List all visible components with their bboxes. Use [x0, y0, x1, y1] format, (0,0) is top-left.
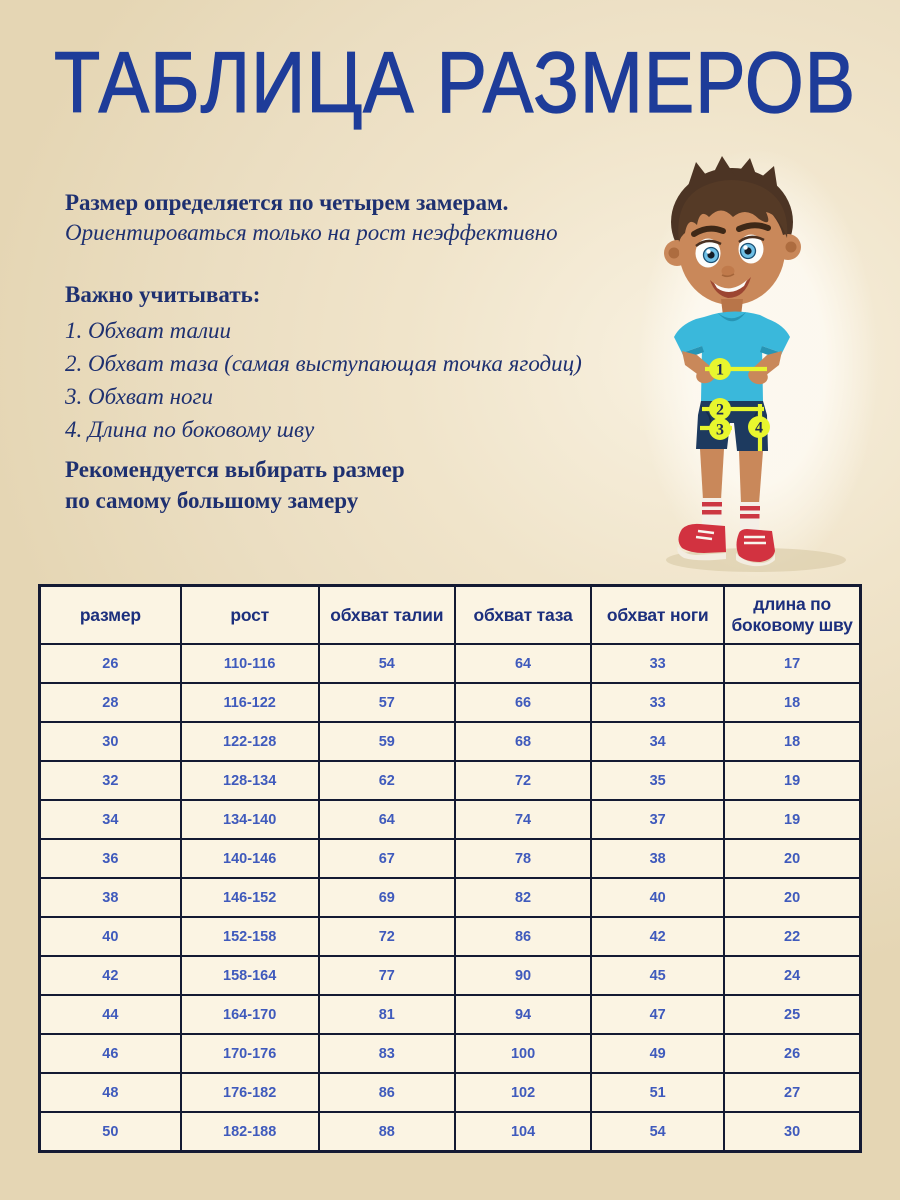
table-cell: 40 — [591, 878, 724, 917]
header-row — [40, 586, 861, 645]
table-cell: 18 — [724, 683, 860, 722]
table-row — [40, 839, 861, 878]
table-row — [40, 722, 861, 761]
list-item: 4. Длина по боковому шву — [65, 417, 315, 442]
table-cell: 20 — [724, 878, 860, 917]
table-cell: 48 — [40, 1073, 181, 1112]
table-cell: 19 — [724, 800, 860, 839]
size-table-body — [40, 644, 861, 1152]
table-cell: 82 — [455, 878, 591, 917]
table-cell: 152-158 — [181, 917, 319, 956]
table-cell: 26 — [724, 1034, 860, 1073]
table-cell: 86 — [455, 917, 591, 956]
table-cell: 110-116 — [181, 644, 319, 683]
column-header-hip: обхват таза — [455, 586, 591, 645]
table-cell: 46 — [40, 1034, 181, 1073]
table-cell: 19 — [724, 761, 860, 800]
table-cell: 182-188 — [181, 1112, 319, 1152]
table-cell: 170-176 — [181, 1034, 319, 1073]
table-cell: 78 — [455, 839, 591, 878]
table-row — [40, 761, 861, 800]
column-header-waist: обхват талии — [319, 586, 455, 645]
table-cell: 45 — [591, 956, 724, 995]
table-cell: 51 — [591, 1073, 724, 1112]
table-cell: 74 — [455, 800, 591, 839]
table-row — [40, 917, 861, 956]
boy-legs — [700, 449, 763, 504]
table-cell: 66 — [455, 683, 591, 722]
table-cell: 158-164 — [181, 956, 319, 995]
table-cell: 38 — [591, 839, 724, 878]
measurement-marker-2 — [709, 398, 731, 420]
table-cell: 64 — [455, 644, 591, 683]
table-cell: 17 — [724, 644, 860, 683]
measure-note: Размер определяется по четырем замерам. — [65, 190, 509, 215]
table-cell: 34 — [40, 800, 181, 839]
table-cell: 47 — [591, 995, 724, 1034]
table-cell: 22 — [724, 917, 860, 956]
table-cell: 34 — [591, 722, 724, 761]
table-row — [40, 1034, 861, 1073]
table-cell: 57 — [319, 683, 455, 722]
size-table — [38, 584, 862, 1153]
table-cell: 86 — [319, 1073, 455, 1112]
table-cell: 54 — [319, 644, 455, 683]
recommendation-line-1: Рекомендуется выбирать размер — [65, 457, 405, 482]
table-cell: 28 — [40, 683, 181, 722]
table-cell: 50 — [40, 1112, 181, 1152]
list-item: 2. Обхват таза (самая выступающая точка ягодиц) — [65, 351, 582, 376]
table-cell: 25 — [724, 995, 860, 1034]
table-row — [40, 1112, 861, 1152]
intro-text-block — [65, 188, 640, 516]
table-cell: 62 — [319, 761, 455, 800]
list-item: 1. Обхват талии — [65, 318, 232, 343]
table-cell: 36 — [40, 839, 181, 878]
table-cell: 24 — [724, 956, 860, 995]
list-item: 3. Обхват ноги — [65, 384, 213, 409]
table-cell: 176-182 — [181, 1073, 319, 1112]
table-cell: 69 — [319, 878, 455, 917]
svg-text:2: 2 — [716, 401, 724, 419]
table-cell: 49 — [591, 1034, 724, 1073]
column-header-size: размер — [40, 586, 181, 645]
table-cell: 67 — [319, 839, 455, 878]
table-cell: 33 — [591, 644, 724, 683]
table-cell: 122-128 — [181, 722, 319, 761]
table-row — [40, 1073, 861, 1112]
boy-illustration-svg — [638, 148, 878, 580]
table-cell: 33 — [591, 683, 724, 722]
table-cell: 27 — [724, 1073, 860, 1112]
measurement-marker-4 — [748, 416, 770, 438]
table-cell: 30 — [40, 722, 181, 761]
table-cell: 77 — [319, 956, 455, 995]
recommendation-line-2: по самому большому замеру — [65, 488, 359, 513]
svg-text:1: 1 — [716, 361, 724, 379]
size-table-header — [40, 586, 861, 645]
table-cell: 146-152 — [181, 878, 319, 917]
column-header-leg: обхват ноги — [591, 586, 724, 645]
table-cell: 81 — [319, 995, 455, 1034]
boy-nose — [722, 266, 735, 276]
table-row — [40, 683, 861, 722]
table-cell: 68 — [455, 722, 591, 761]
table-cell: 88 — [319, 1112, 455, 1152]
table-cell: 90 — [455, 956, 591, 995]
page-title: ТАБЛИЦА РАЗМЕРОВ — [54, 35, 856, 131]
table-cell: 164-170 — [181, 995, 319, 1034]
table-cell: 18 — [724, 722, 860, 761]
table-cell: 100 — [455, 1034, 591, 1073]
table-cell: 72 — [455, 761, 591, 800]
table-cell: 42 — [40, 956, 181, 995]
table-cell: 30 — [724, 1112, 860, 1152]
table-cell: 35 — [591, 761, 724, 800]
table-row — [40, 644, 861, 683]
table-cell: 32 — [40, 761, 181, 800]
table-row — [40, 878, 861, 917]
measurement-list — [65, 314, 640, 446]
column-header-height: рост — [181, 586, 319, 645]
column-header-side-seam: длина по боковому шву — [724, 586, 860, 645]
table-row — [40, 956, 861, 995]
table-cell: 104 — [455, 1112, 591, 1152]
table-cell: 83 — [319, 1034, 455, 1073]
table-cell: 38 — [40, 878, 181, 917]
table-cell: 26 — [40, 644, 181, 683]
table-cell: 102 — [455, 1073, 591, 1112]
table-cell: 134-140 — [181, 800, 319, 839]
table-cell: 54 — [591, 1112, 724, 1152]
table-cell: 94 — [455, 995, 591, 1034]
measurement-marker-3 — [709, 418, 731, 440]
measurement-marker-1 — [709, 358, 731, 380]
important-heading: Важно учитывать: — [65, 282, 261, 307]
svg-text:3: 3 — [716, 421, 724, 439]
table-cell: 40 — [40, 917, 181, 956]
table-cell: 116-122 — [181, 683, 319, 722]
table-cell: 64 — [319, 800, 455, 839]
table-cell: 20 — [724, 839, 860, 878]
table-row — [40, 995, 861, 1034]
table-cell: 140-146 — [181, 839, 319, 878]
height-note: Ориентироваться только на рост неэффективно — [65, 220, 558, 245]
table-row — [40, 800, 861, 839]
table-cell: 72 — [319, 917, 455, 956]
table-cell: 37 — [591, 800, 724, 839]
svg-text:4: 4 — [755, 419, 763, 437]
table-cell: 128-134 — [181, 761, 319, 800]
table-cell: 59 — [319, 722, 455, 761]
boy-figure-illustration — [638, 148, 878, 580]
table-cell: 44 — [40, 995, 181, 1034]
table-cell: 42 — [591, 917, 724, 956]
